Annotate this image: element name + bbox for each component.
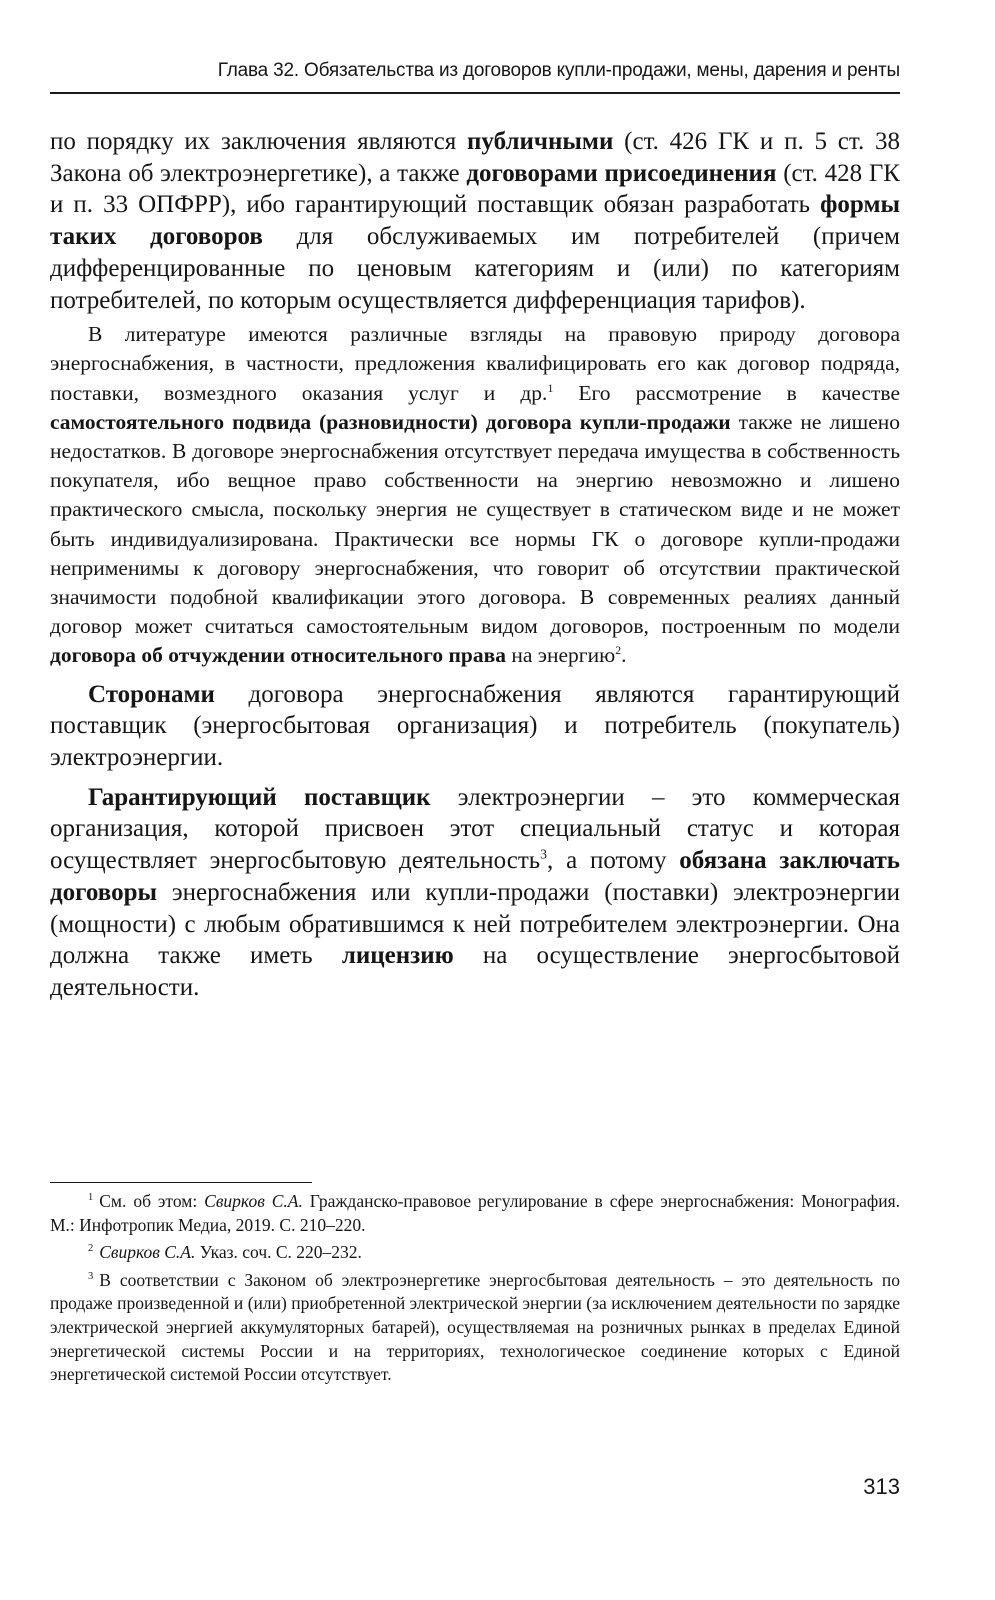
paragraph-3	[50, 679, 900, 774]
footnote-author: Свирков С.А.	[204, 1191, 303, 1211]
footnote-number: 3	[88, 1270, 94, 1282]
text-run: Его рассмотрение в качестве	[553, 380, 900, 405]
text-run: (ст. 426 ГК и п. 5 ст. 38 Закона об электроэнергетике), а также	[50, 128, 900, 187]
bold-term: обязана заключать договоры	[50, 847, 900, 906]
text-run: энергоснабжения или купли-продажи (поставки) электроэнергии (мощности) с любым обратившимся к ней потребителем электроэнергии. Она должна также иметь	[50, 878, 900, 970]
text-run: также не лишено недостатков. В договоре энергоснабжения отсутствует передача имущества в собственность покупателя, ибо вещное право собственности на энергию невозможно и лишено практического смысла, поскольку энергия не существует в статическом виде и не может быть индивидуализирована. Практически все нормы ГК о договоре купли-продажи неприменимы к договору энергоснабжения, что говорит об отсутствии практической значимости подобной квалификации этого договора. В современных реалиях данный договор может считаться самостоятельным видом договоров, построенным по модели	[50, 409, 900, 639]
footnote-3	[50, 1269, 900, 1387]
page-number: 313	[863, 1474, 900, 1499]
footnote-number: 1	[88, 1192, 94, 1204]
footnote-1	[50, 1190, 900, 1237]
text-run: для обслуживаемых им потребителей (причем дифференцированные по ценовым категориям и (или) по категориям потребителей, по которым осуществляется дифференциация тарифов).	[50, 223, 901, 314]
bold-term: публичными	[467, 128, 614, 155]
bold-term: самостоятельного подвида (разновидности) договора купли-продажи	[50, 409, 731, 434]
bold-term: лицензию	[341, 942, 454, 970]
bold-term: формы таких договоров	[50, 191, 900, 251]
text-run: электроэнергии – это коммерческая организация, которой присвоен этот специальный статус и которая осуществляет энергосбытовую деятельность	[50, 783, 901, 875]
paragraph-1	[50, 126, 900, 316]
footnote-text: В соответствии с Законом об электроэнергетике энергосбытовая деятельность – это деятельность по продаже произведенной и (или) приобретенной электрической энергии (за исключением деятельности по зарядке электрической энергией аккумуляторных батарей), осуществляемая на розничных рынках в пределах Единой энергетической системы России и на территориях, технологическое соединение которых с Единой энергетической системой России отсутствует.	[50, 1269, 900, 1385]
running-header: Глава 32. Обязательства из договоров купли-продажи, мены, дарения и ренты	[217, 60, 900, 81]
footnote-text: Указ. соч. С. 220–232.	[195, 1242, 362, 1263]
bold-term: Гарантирующий поставщик	[88, 783, 431, 811]
book-page	[50, 0, 900, 1600]
text-run: на энергию	[505, 643, 616, 668]
text-run: , а потому	[547, 847, 680, 875]
footnote-text: Гражданско-правовое регулирование в сфере энергоснабжения: Монография. М.: Инфотропик Медиа, 2019. С. 210–220.	[50, 1191, 901, 1235]
text-run: (ст. 428 ГК и п. 33 ОПФРР), ибо гарантирующий поставщик обязан разработать	[50, 159, 900, 219]
footnote-text: См. об этом:	[99, 1191, 205, 1211]
text-run: по порядку их заключения являются	[50, 128, 468, 155]
footnote-ref[interactable]: 3	[540, 846, 548, 862]
footnotes	[50, 1190, 900, 1391]
bold-term: договорами присоединения	[466, 159, 777, 187]
bold-term: Сторонами	[88, 680, 215, 708]
main-text	[50, 126, 900, 1004]
footnote-author: Свирков С.А.	[99, 1242, 196, 1263]
footnote-rule	[50, 1182, 312, 1183]
footnote-ref[interactable]: 2	[615, 643, 622, 658]
text-run: на осуществление энергосбытовой деятельности.	[50, 942, 900, 1001]
header-rule	[50, 92, 900, 94]
text-run: В литературе имеются различные взгляды на правовую природу договора энергоснабжения, в частности, предложения квалифицировать его как договор подряда, поставки, возмездного оказания услуг и др.	[50, 322, 900, 405]
footnote-ref[interactable]: 1	[547, 380, 554, 395]
paragraph-4	[50, 782, 900, 1004]
footnote-2	[50, 1241, 900, 1265]
paragraph-2	[50, 320, 900, 670]
bold-term: договора об отчуждении относительного права	[50, 643, 506, 668]
text-run: .	[621, 643, 627, 668]
text-run: договора энергоснабжения являются гарантирующий поставщик (энергосбытовая организация) и потребитель (покупатель) электроэнергии.	[50, 680, 900, 772]
footnote-number: 2	[88, 1243, 94, 1255]
